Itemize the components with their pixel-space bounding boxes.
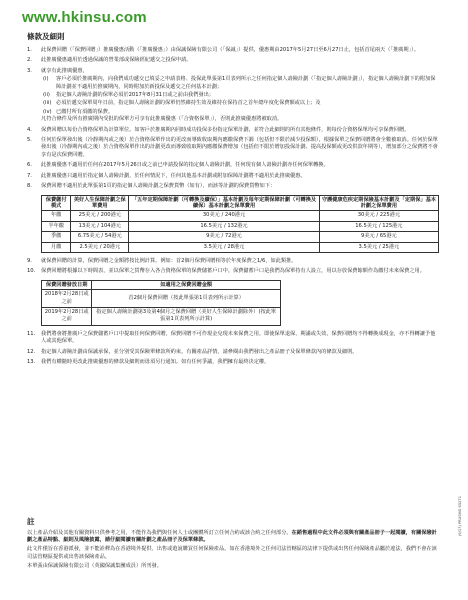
fee-table-row — [42, 232, 439, 242]
sub-item-number: (iii) — [43, 100, 52, 107]
fee-table-cell: 3.5美元 / 28港元 — [129, 242, 320, 252]
term-text — [41, 173, 439, 180]
term-body: 任何於保單發出後（冷靜期內或之後）於合資格保單作出的更改而導致收取期內應繳保費下調（包括但不限於減少投保額），根據保單之保費回贈將會全數被取消。任何於保單發出後（冷靜期內或之後）於合資格保單作出的計劃更改而導致收取期內應繳保費增加（包括但不限於增加投保計劃、提高投保額或更改供款年期等），增加部分之保費將不會享有是次保費回贈。 — [41, 137, 438, 158]
sub-item-number: (ii) — [43, 92, 50, 99]
date-table-cell: 2019年2月28日或之前 — [42, 307, 92, 325]
fee-table-cell: 2.5美元 / 20港元 — [71, 242, 129, 252]
fee-table-header: 守護健康危疾定期保險基本計劃及「定期保」基本計劃之保單費用 — [319, 195, 438, 211]
fee-table-cell: 季繳 — [42, 232, 71, 242]
fee-table-row — [42, 211, 439, 221]
fee-table-cell: 13美元 / 104港元 — [71, 221, 129, 231]
term-number: 7. — [27, 172, 32, 179]
site-url[interactable]: www.hkinsu.com — [22, 9, 147, 26]
date-table-cell: 指定個人壽險計劃第3及第4個月之保費回贈（美好人生保障計劃除外）(按此單張第1頁表列所示計算) — [92, 307, 281, 325]
fee-table-cell: 9美元 / 65港元 — [319, 232, 438, 242]
term-number: 2. — [27, 57, 32, 64]
term-text — [41, 47, 439, 54]
date-table-header: 保費回贈發放日期 — [42, 280, 92, 289]
term-body: 此保費回贈（「保費回贈」）推廣優惠活動（「推廣優惠」）由保誠保險有限公司（「保誠」）提供，優惠期由2017年5月27日至6月27日止，包括首尾兩天（「推廣期」）。 — [41, 47, 419, 53]
note-paragraph — [27, 546, 441, 560]
term-text — [41, 349, 439, 356]
term-text — [41, 127, 439, 134]
term-item — [27, 162, 439, 169]
term-body: 就保費回贈的計算，保費回贈之金額將按比例計算。例如：首2個月保費回贈相等於年度保費之1/6，如此類推。 — [41, 257, 297, 264]
rebate-schedule-table — [41, 280, 281, 326]
note-text: 此文件僅旨在香港派發，並不能詮釋為在香港境外提供、出售或遊說購買任何保險產品。如在香港境外之任何司法管轄區的法律下提供或出售任何保險產品屬於違法，我們不會在該司法管轄區提供或出售該保險產品。 — [27, 546, 437, 560]
note-text: 以上產品介紹及其他有關資料只供參考之用，不能作為我們與任何人士或團體所訂立任何合約或該合約之任何部分。 — [27, 530, 292, 536]
term-item — [27, 331, 439, 346]
sub-item-number: (i) — [43, 76, 49, 83]
term-item — [27, 349, 439, 356]
term-item — [27, 127, 439, 134]
sub-item — [41, 76, 439, 91]
term-body: 我們有權隨時更改此推廣優惠的條款及細則而毋須另行通知。如有任何爭議，我們擁有最終決定權。 — [41, 359, 270, 365]
term-text — [41, 137, 439, 159]
fee-table-header: 保費繳付模式 — [42, 195, 71, 211]
sub-item-text: 已繳付所有須繳的保費。 — [56, 108, 114, 115]
term-item — [27, 173, 439, 180]
term-text — [41, 331, 439, 346]
term-item — [27, 68, 439, 124]
note-text: 本單張由保誠保險有限公司（英國保誠集團成員）所刊發。 — [27, 562, 162, 569]
term-item — [27, 258, 439, 265]
note-title: 註 — [27, 517, 35, 526]
term-text — [41, 258, 439, 265]
fee-table-cell: 30美元 / 225港元 — [319, 211, 438, 221]
term-body: 保費回贈以每份合資格保單為計算單位。如客戶於推廣期內同時成功投保多份指定保單計劃，並符合此細則的所有其他條件，則每份合資格保單均可享保費回贈。 — [41, 126, 410, 133]
sub-item-text: 指定個人壽險計劃的保單必須於2017年8月31日或之前由我們發出； — [56, 92, 214, 99]
term-item — [27, 137, 439, 159]
note-emphasis: 在銷售過程中此文件必須與有關產品冊子一起閱讀，有關保險計劃之產品特點、細則及風險披露，請仔細閱讀有關計劃之產品冊子及保單條款。 — [27, 530, 437, 544]
term-number: 9. — [27, 257, 32, 264]
term-item — [27, 183, 439, 190]
fee-table-cell: 半年繳 — [42, 221, 71, 231]
date-table-header: 如適用之保費回贈金額 — [92, 280, 281, 289]
term-number: 1. — [27, 47, 32, 53]
date-table-cell: 首2個月保費回贈（按此單張第1頁表列所示計算） — [92, 290, 281, 308]
document-code: (6/17) PRUSMG 65271 — [458, 496, 462, 537]
term-body: 保費回贈不適用於此單張第1頁的指定個人壽險計劃之保費貨幣（如有），而該等計劃的保費貨幣如下： — [41, 183, 276, 190]
term-item — [27, 268, 439, 275]
sub-item-text: 客戶必須於推廣期內，向我們成功遞交已填妥之申請表格、投保此單張第1頁表列所示之任何指定個人壽險計劃（「指定個人壽險計劃」），指定個人壽險計劃下的附加保障計劃並不適用於推廣期內，同時附加於新投保及遞交之任何基本計劃； — [56, 76, 436, 90]
term-body: 就享有此推廣優惠， — [41, 67, 88, 74]
fee-table-cell: 月繳 — [42, 242, 71, 252]
term-number: 11. — [27, 330, 36, 337]
term-number: 10. — [27, 268, 36, 275]
term-number: 3. — [27, 67, 32, 74]
date-table-cell: 2018年2月28日或之前 — [42, 290, 92, 308]
term-number: 4. — [27, 126, 32, 133]
term-number: 13. — [27, 359, 36, 365]
term-text — [41, 359, 439, 366]
fee-table-cell: 25美元 / 200港元 — [71, 211, 129, 221]
term-text — [41, 268, 439, 275]
term-body: 此推廣優惠適用於透過保誠的營業部或保險經紀遞交之投保申請。 — [41, 57, 192, 64]
term-extra: 凡符合條件及所有推廣期內受批的保單方可享有此推廣優惠（「合資格保單」），否則此推廣優惠將被取消。 — [41, 116, 283, 123]
fee-table-row — [42, 221, 439, 231]
term-text — [41, 57, 439, 64]
fee-table — [41, 195, 439, 253]
term-text — [41, 68, 439, 124]
fee-table-header: 「五年定期保障計劃（可轉換及續保）」基本計劃及每年定期保障計劃（可轉換及續保）基本計劃之保單費用 — [129, 195, 320, 211]
note-paragraph — [27, 530, 441, 544]
fee-table-cell: 30美元 / 240港元 — [129, 211, 320, 221]
notes — [27, 530, 441, 572]
term-text — [41, 162, 439, 169]
sub-item-text: 必須於遞交保單周年日前，指定個人壽險計劃的保單仍然維持生效及維持在保持首之首年總年度化保費額或以上；及 — [56, 100, 321, 107]
note-paragraph — [27, 563, 441, 570]
fee-table-cell: 16.5美元 / 132港元 — [129, 221, 320, 231]
fee-table-cell: 16.5美元 / 125港元 — [319, 221, 438, 231]
section-title: 條款及細則 — [27, 32, 65, 41]
term-item — [27, 47, 439, 54]
term-body: 保費回贈將根據以下時間表，並以保單之貨幣存入各合資格保單的保費儲蓄戶口中。保費儲蓄戶口是我們為保單持有人設立，用以存放保費餘額作為繳付未來保費之用。 — [41, 268, 425, 275]
term-body: 我們將會將推廣戶之保費儲蓄戶口中提取任何保費回贈，保費回贈不可作現金兌現未來保費之用。即使保單退保、期滿或失效，保費回贈均不得轉換成現金，亦不得轉讓予他人或其他保單。 — [41, 330, 436, 345]
sub-item — [41, 92, 439, 99]
fee-table-cell: 年繳 — [42, 211, 71, 221]
fee-table-header: 美好人生保障計劃之保單費用 — [71, 195, 129, 211]
term-body: 此推廣優惠不適用於任何在2017年5月26日或之前已申請投保的指定個人壽險計劃，任何現有個人壽險計劃亦任何保單轉換。 — [41, 162, 329, 169]
date-table-row — [42, 307, 281, 325]
term-text — [41, 183, 439, 190]
fee-table-cell: 9美元 / 72港元 — [129, 232, 320, 242]
fee-table-row — [42, 242, 439, 252]
term-body: 指定個人壽險計劃由保誠承保，並分別受其保險單條款所約束。有關產品詳情，請參閱由我們發出之產品冊子及保單條款內的條款及細則。 — [41, 348, 358, 355]
date-table-row — [42, 290, 281, 308]
sub-item — [41, 100, 439, 107]
term-number: 12. — [27, 348, 36, 355]
date-table-wrap — [27, 280, 439, 326]
terms-list — [27, 47, 439, 369]
fee-table-wrap — [27, 195, 439, 253]
sub-item-number: (iv) — [43, 108, 52, 115]
term-item — [27, 57, 439, 64]
fee-table-cell: 3.5美元 / 25港元 — [319, 242, 438, 252]
term-number: 5. — [27, 137, 32, 144]
term-number: 6. — [27, 162, 32, 169]
term-body: 此推廣優惠只適用於指定個人壽險計劃，於任何情況下，任何其他基本計劃或附加保障計劃將不適用於此推廣優惠。 — [41, 172, 306, 179]
term-number: 8. — [27, 183, 32, 190]
term-item — [27, 359, 439, 366]
fee-table-cell: 6.75美元 / 54港元 — [71, 232, 129, 242]
